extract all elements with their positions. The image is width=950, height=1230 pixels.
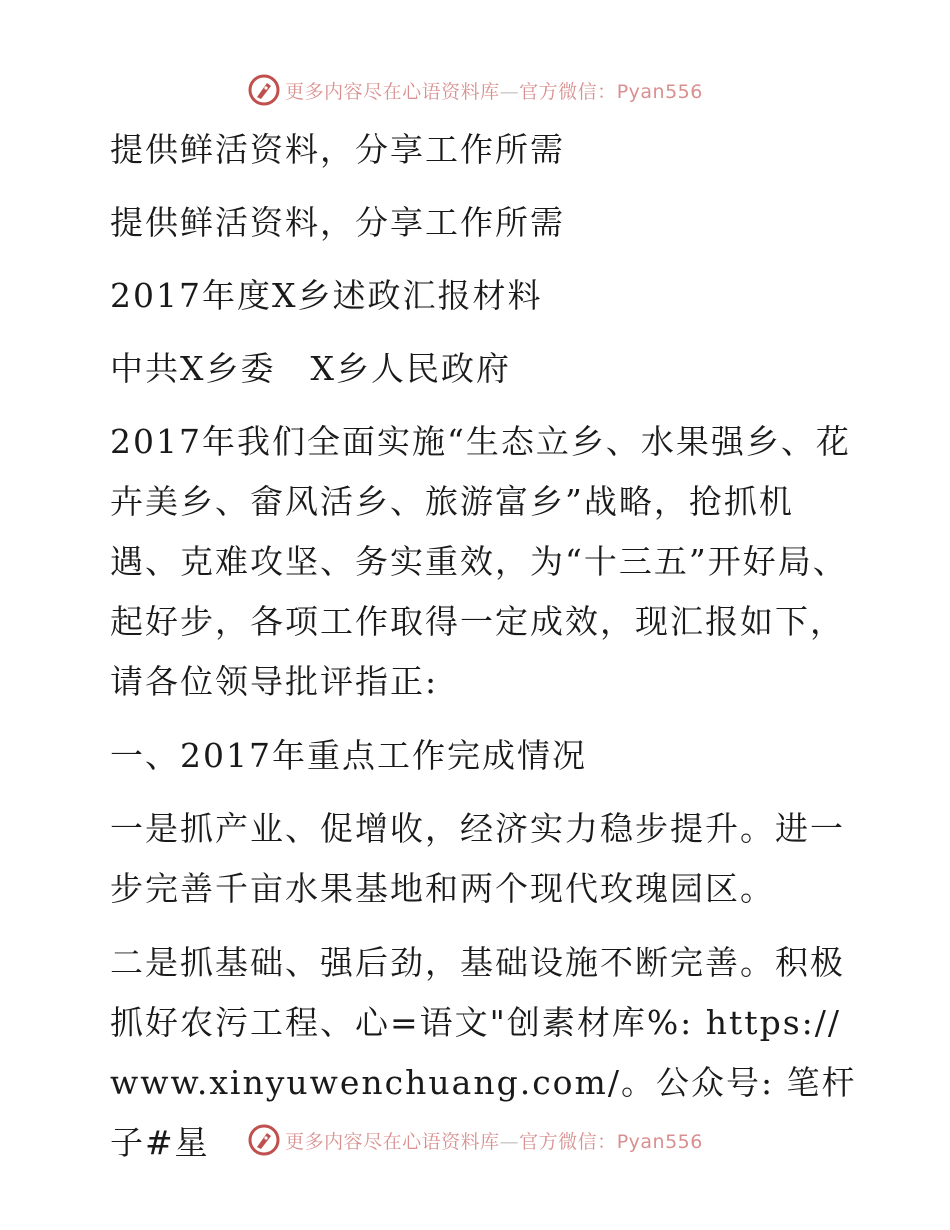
- pen-nib-circle-icon: [247, 1123, 281, 1157]
- document-title: 2017年度X乡述政汇报材料: [110, 276, 543, 315]
- watermark-inner: [247, 1123, 703, 1157]
- watermark-channel: 官方微信：: [519, 1130, 617, 1153]
- pen-nib-circle-icon: [247, 73, 281, 107]
- watermark-channel: 官方微信：: [519, 80, 617, 103]
- document-body: [98, 120, 858, 1187]
- watermark-text: [285, 1127, 703, 1154]
- document-issuer: 中共X乡委 X乡人民政府: [110, 349, 511, 388]
- work-item-1: 一是抓产业、促增收，经济实力稳步提升。进一步完善千亩水果基地和两个现代玫瑰园区。: [110, 809, 845, 908]
- watermark-id: Pyan556: [616, 80, 703, 103]
- tagline-line-2: 提供鲜活资料，分享工作所需: [110, 203, 565, 242]
- watermark-inner: [247, 73, 703, 107]
- work-item-2: 二是抓基础、强后劲，基础设施不断完善。积极抓好农污工程、心=语文"创素材库%: https://www.xinyuwenchuang.com/。公众号: 笔杆子#星: [110, 943, 857, 1162]
- watermark-brand: 更多内容尽在心语资料库: [285, 1130, 500, 1153]
- watermark-text: [285, 77, 703, 104]
- intro-paragraph: 2017年我们全面实施“生态立乡、水果强乡、花卉美乡、畲风活乡、旅游富乡”战略，抢抓机遇、克难攻坚、务实重效，为“十三五”开好局、起好步，各项工作取得一定成效，现汇报如下，请各位领导批评指正:: [110, 422, 851, 701]
- watermark-id: Pyan556: [616, 1130, 703, 1153]
- watermark-separator: —: [499, 1130, 520, 1153]
- watermark-separator: —: [499, 80, 520, 103]
- section-heading: 一、2017年重点工作完成情况: [110, 736, 587, 775]
- watermark-brand: 更多内容尽在心语资料库: [285, 80, 500, 103]
- tagline-line-1: 提供鲜活资料，分享工作所需: [110, 130, 565, 169]
- header-watermark: [0, 70, 950, 110]
- footer-watermark: [0, 1120, 950, 1160]
